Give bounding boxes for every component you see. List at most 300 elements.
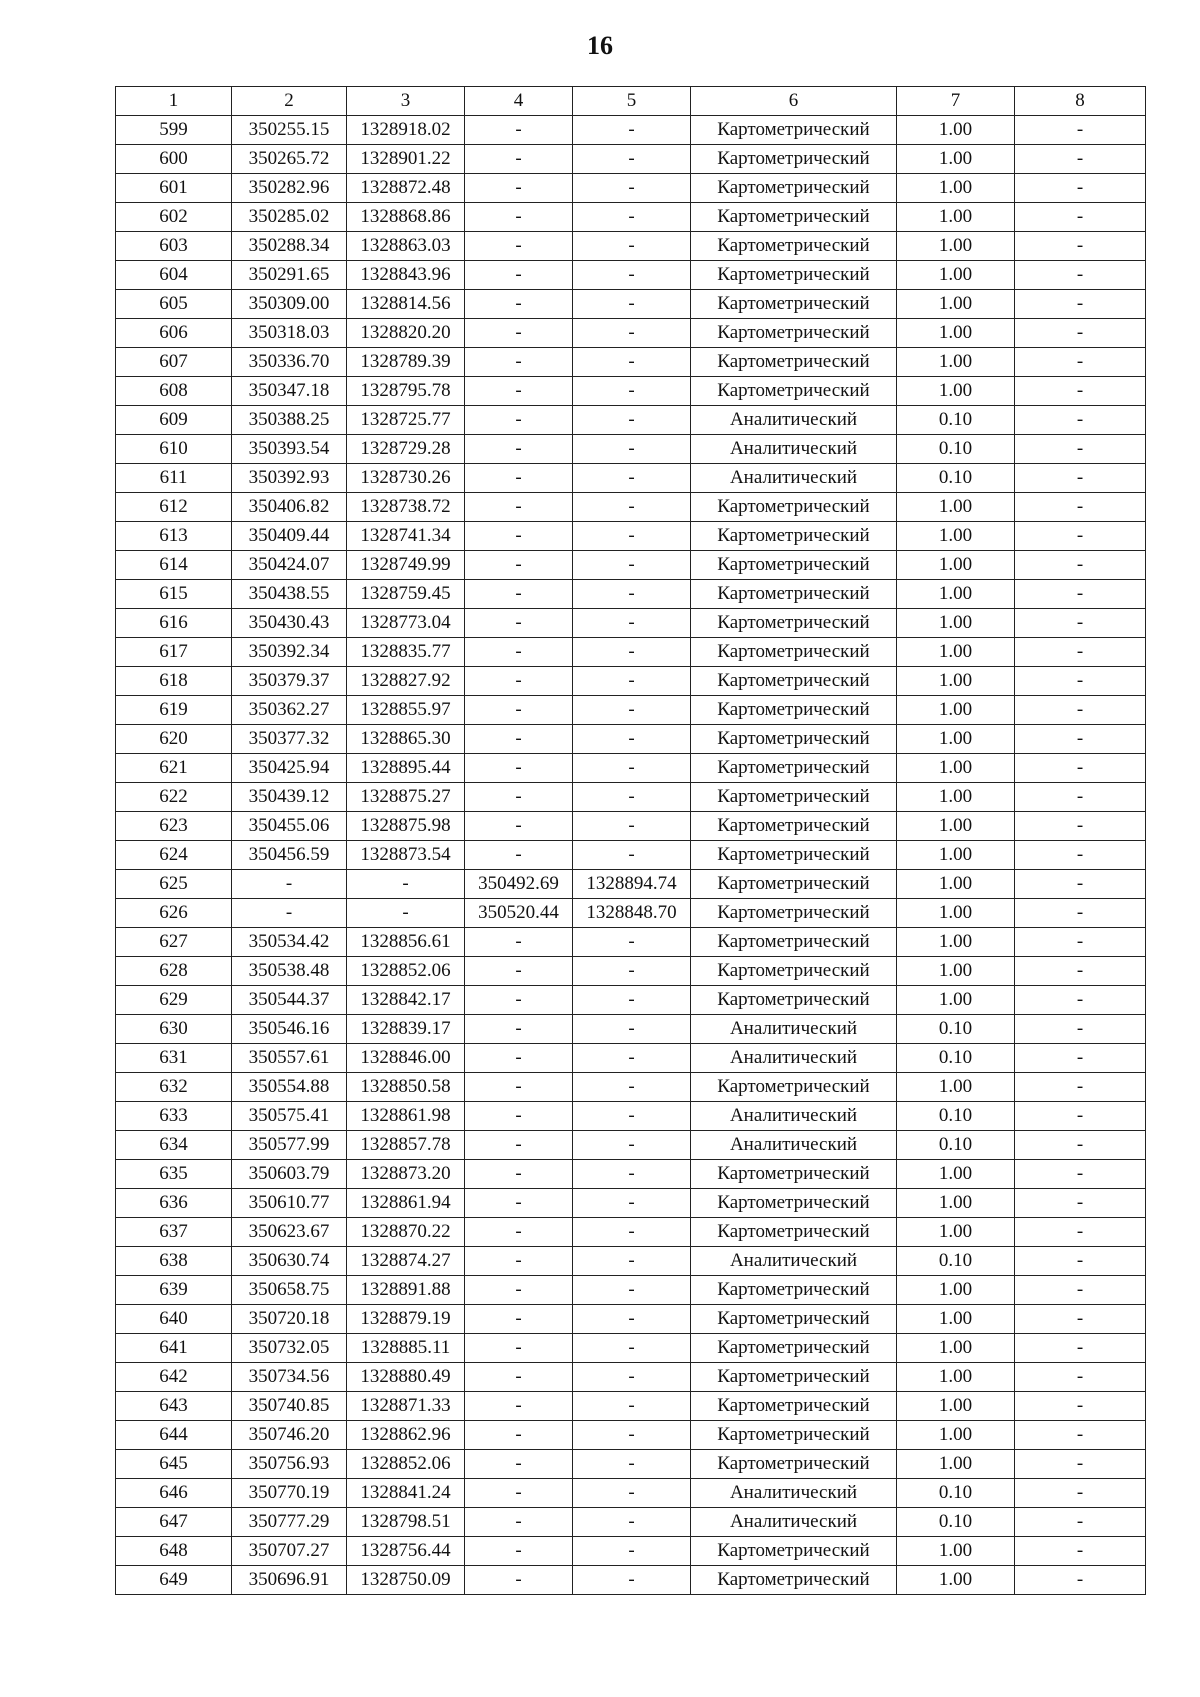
table-cell: - (573, 957, 691, 986)
table-cell: - (465, 1508, 573, 1537)
table-cell: 1.00 (897, 696, 1015, 725)
table-cell: - (465, 493, 573, 522)
table-cell: - (465, 1218, 573, 1247)
header-row (116, 87, 1146, 116)
table-cell: 615 (116, 580, 232, 609)
table-cell: 1328852.06 (347, 957, 465, 986)
table-cell: - (1015, 1392, 1146, 1421)
table-cell: 350492.69 (465, 870, 573, 899)
table-cell: 647 (116, 1508, 232, 1537)
table-cell: - (465, 522, 573, 551)
table-cell: - (573, 1363, 691, 1392)
table-row (116, 1421, 1146, 1450)
table-cell: Картометрический (691, 725, 897, 754)
table-row (116, 841, 1146, 870)
table-cell: - (465, 435, 573, 464)
table-cell: - (573, 522, 691, 551)
table-cell: 350720.18 (232, 1305, 347, 1334)
table-cell: 1328894.74 (573, 870, 691, 899)
table-cell: 1328874.27 (347, 1247, 465, 1276)
table-cell: 623 (116, 812, 232, 841)
table-cell: 630 (116, 1015, 232, 1044)
table-row (116, 1160, 1146, 1189)
table-cell: - (465, 348, 573, 377)
table-cell: - (573, 493, 691, 522)
table-cell: 1.00 (897, 783, 1015, 812)
table-cell: 1328827.92 (347, 667, 465, 696)
table-row (116, 1392, 1146, 1421)
table-cell: 1.00 (897, 667, 1015, 696)
page-number: 16 (587, 31, 613, 60)
table-cell: - (1015, 1044, 1146, 1073)
table-cell: - (1015, 899, 1146, 928)
table-cell: 1.00 (897, 348, 1015, 377)
table-cell: - (465, 812, 573, 841)
table-cell: 605 (116, 290, 232, 319)
table-cell: 350577.99 (232, 1131, 347, 1160)
table-cell: Аналитический (691, 1247, 897, 1276)
table-cell: 1328865.30 (347, 725, 465, 754)
table-cell: 643 (116, 1392, 232, 1421)
table-cell: 616 (116, 609, 232, 638)
table-cell: 1.00 (897, 1450, 1015, 1479)
table-cell: 1.00 (897, 841, 1015, 870)
table-cell: Аналитический (691, 1102, 897, 1131)
table-cell: 611 (116, 464, 232, 493)
table-cell: 350430.43 (232, 609, 347, 638)
table-cell: 1328861.94 (347, 1189, 465, 1218)
table-cell: 1328873.20 (347, 1160, 465, 1189)
table-cell: - (1015, 1102, 1146, 1131)
table-cell: - (573, 1131, 691, 1160)
table-row (116, 406, 1146, 435)
table-cell: 1328846.00 (347, 1044, 465, 1073)
table-cell: - (1015, 1363, 1146, 1392)
table-cell: - (465, 290, 573, 319)
table-cell: 1328842.17 (347, 986, 465, 1015)
table-cell: Аналитический (691, 406, 897, 435)
table-row (116, 754, 1146, 783)
table-cell: - (465, 1102, 573, 1131)
table-cell: 1328852.06 (347, 1450, 465, 1479)
table-cell: Картометрический (691, 261, 897, 290)
table-cell: 1.00 (897, 1276, 1015, 1305)
table-cell: - (1015, 696, 1146, 725)
table-row (116, 1479, 1146, 1508)
table-row (116, 435, 1146, 464)
table-cell: 350658.75 (232, 1276, 347, 1305)
table-cell: - (232, 870, 347, 899)
table-cell: - (1015, 174, 1146, 203)
table-cell: - (573, 145, 691, 174)
table-cell: 1328814.56 (347, 290, 465, 319)
table-cell: - (465, 145, 573, 174)
table-cell: Картометрический (691, 493, 897, 522)
table-cell: 350388.25 (232, 406, 347, 435)
table-cell: - (573, 377, 691, 406)
table-cell: - (1015, 493, 1146, 522)
table-cell: 641 (116, 1334, 232, 1363)
table-cell: 642 (116, 1363, 232, 1392)
table-cell: 350285.02 (232, 203, 347, 232)
table-cell: 1328891.88 (347, 1276, 465, 1305)
table-cell: 1.00 (897, 899, 1015, 928)
table-cell: - (1015, 754, 1146, 783)
table-cell: 602 (116, 203, 232, 232)
table-cell: Картометрический (691, 1334, 897, 1363)
table-cell: 350777.29 (232, 1508, 347, 1537)
table-cell: Картометрический (691, 1160, 897, 1189)
table-cell: - (573, 812, 691, 841)
table-cell: - (1015, 1160, 1146, 1189)
table-cell: 0.10 (897, 1044, 1015, 1073)
table-cell: Картометрический (691, 174, 897, 203)
table-cell: 350534.42 (232, 928, 347, 957)
table-cell: - (1015, 667, 1146, 696)
table-row (116, 174, 1146, 203)
table-cell: 612 (116, 493, 232, 522)
table-cell: 632 (116, 1073, 232, 1102)
table-cell: 1328857.78 (347, 1131, 465, 1160)
table-cell: - (573, 551, 691, 580)
table-cell: Аналитический (691, 1508, 897, 1537)
table-cell: 350696.91 (232, 1566, 347, 1595)
table-cell: 350546.16 (232, 1015, 347, 1044)
table-cell: - (573, 667, 691, 696)
table-row (116, 1131, 1146, 1160)
table-cell: 1328730.26 (347, 464, 465, 493)
table-cell: - (1015, 406, 1146, 435)
table-cell: 1328839.17 (347, 1015, 465, 1044)
table-cell: - (573, 1479, 691, 1508)
table-cell: 1328895.44 (347, 754, 465, 783)
table-cell: Картометрический (691, 1392, 897, 1421)
table-cell: 649 (116, 1566, 232, 1595)
table-cell: 1328879.19 (347, 1305, 465, 1334)
table-cell: 1328863.03 (347, 232, 465, 261)
table-cell: - (573, 1392, 691, 1421)
coordinates-table (115, 86, 1146, 1595)
table-cell: 350425.94 (232, 754, 347, 783)
table-cell: 1328856.61 (347, 928, 465, 957)
table-cell: 1.00 (897, 493, 1015, 522)
table-cell: - (1015, 290, 1146, 319)
table-cell: Картометрический (691, 1450, 897, 1479)
table-row (116, 928, 1146, 957)
table-row (116, 609, 1146, 638)
table-cell: - (573, 1218, 691, 1247)
table-cell: 1328741.34 (347, 522, 465, 551)
table-cell: 1.00 (897, 551, 1015, 580)
table-cell: Картометрический (691, 145, 897, 174)
table-row (116, 783, 1146, 812)
table-cell: 1.00 (897, 319, 1015, 348)
table-cell: - (573, 1450, 691, 1479)
table-cell: - (1015, 1450, 1146, 1479)
table-cell: - (465, 1189, 573, 1218)
table-cell: 350456.59 (232, 841, 347, 870)
table-cell: 1.00 (897, 290, 1015, 319)
table-cell: 350575.41 (232, 1102, 347, 1131)
table-cell: 628 (116, 957, 232, 986)
table-cell: - (465, 580, 573, 609)
table-cell: 640 (116, 1305, 232, 1334)
table-cell: Аналитический (691, 435, 897, 464)
table-cell: 1328750.09 (347, 1566, 465, 1595)
table-body (116, 116, 1146, 1595)
table-cell: - (573, 174, 691, 203)
table-cell: - (465, 1537, 573, 1566)
table-cell: 350630.74 (232, 1247, 347, 1276)
table-cell: 1.00 (897, 522, 1015, 551)
table-cell: 350288.34 (232, 232, 347, 261)
table-cell: 600 (116, 145, 232, 174)
table-cell: 1328861.98 (347, 1102, 465, 1131)
table-cell: - (573, 1160, 691, 1189)
table-cell: 1.00 (897, 986, 1015, 1015)
table-cell: Картометрический (691, 1537, 897, 1566)
column-header: 7 (897, 87, 1015, 116)
table-cell: 350746.20 (232, 1421, 347, 1450)
table-cell: Картометрический (691, 1421, 897, 1450)
table-cell: Картометрический (691, 377, 897, 406)
table-cell: 1328875.98 (347, 812, 465, 841)
table-cell: Картометрический (691, 870, 897, 899)
table-cell: - (232, 899, 347, 928)
table-cell: 1.00 (897, 1537, 1015, 1566)
table-cell: 350336.70 (232, 348, 347, 377)
table-cell: - (465, 1392, 573, 1421)
table-cell: 350291.65 (232, 261, 347, 290)
table-cell: - (465, 638, 573, 667)
table-cell: - (1015, 1566, 1146, 1595)
table-cell: 350544.37 (232, 986, 347, 1015)
table-cell: - (465, 261, 573, 290)
table-row (116, 957, 1146, 986)
table-cell: - (465, 551, 573, 580)
table-cell: 350309.00 (232, 290, 347, 319)
table-row (116, 261, 1146, 290)
table-cell: - (465, 203, 573, 232)
table-cell: 1328870.22 (347, 1218, 465, 1247)
table-cell: - (1015, 377, 1146, 406)
table-cell: 1.00 (897, 928, 1015, 957)
table-cell: - (1015, 1276, 1146, 1305)
table-cell: 350707.27 (232, 1537, 347, 1566)
table-cell: - (573, 203, 691, 232)
table-cell: Картометрический (691, 203, 897, 232)
table-cell: Картометрический (691, 348, 897, 377)
table-row (116, 1334, 1146, 1363)
table-cell: - (465, 609, 573, 638)
table-cell: - (465, 232, 573, 261)
table-cell: 638 (116, 1247, 232, 1276)
table-cell: 1328862.96 (347, 1421, 465, 1450)
table-cell: Картометрический (691, 783, 897, 812)
table-cell: 0.10 (897, 1479, 1015, 1508)
table-cell: - (465, 1334, 573, 1363)
table-cell: - (1015, 609, 1146, 638)
table-cell: 614 (116, 551, 232, 580)
table-cell: 619 (116, 696, 232, 725)
column-header: 3 (347, 87, 465, 116)
table-cell: Картометрический (691, 1218, 897, 1247)
table-cell: 350756.93 (232, 1450, 347, 1479)
table-cell: - (1015, 261, 1146, 290)
table-cell: - (465, 725, 573, 754)
table-cell: 1328789.39 (347, 348, 465, 377)
table-cell: Картометрический (691, 638, 897, 667)
table-cell: Картометрический (691, 580, 897, 609)
table-cell: - (465, 1044, 573, 1073)
table-cell: 1.00 (897, 116, 1015, 145)
table-cell: 625 (116, 870, 232, 899)
table-cell: 1328729.28 (347, 435, 465, 464)
column-header: 2 (232, 87, 347, 116)
table-cell: - (573, 1102, 691, 1131)
table-cell: Картометрический (691, 841, 897, 870)
table-cell: Картометрический (691, 232, 897, 261)
table-cell: - (1015, 348, 1146, 377)
table-row (116, 464, 1146, 493)
table-cell: - (573, 1305, 691, 1334)
table-cell: 1328835.77 (347, 638, 465, 667)
table-cell: 350362.27 (232, 696, 347, 725)
table-cell: - (1015, 986, 1146, 1015)
table-row (116, 522, 1146, 551)
table-cell: Аналитический (691, 1479, 897, 1508)
table-cell: 350603.79 (232, 1160, 347, 1189)
table-row (116, 290, 1146, 319)
table-cell: - (1015, 522, 1146, 551)
table-cell: 350392.34 (232, 638, 347, 667)
table-cell: 1.00 (897, 232, 1015, 261)
table-cell: - (573, 1334, 691, 1363)
table-cell: - (573, 754, 691, 783)
table-row (116, 1508, 1146, 1537)
table-cell: 1.00 (897, 1218, 1015, 1247)
table-cell: 648 (116, 1537, 232, 1566)
table-cell: 0.10 (897, 435, 1015, 464)
table-cell: 1.00 (897, 145, 1015, 174)
table-cell: - (465, 1479, 573, 1508)
table-cell: - (573, 1044, 691, 1073)
table-row (116, 1276, 1146, 1305)
table-cell: - (1015, 1537, 1146, 1566)
table-row (116, 812, 1146, 841)
table-cell: - (573, 290, 691, 319)
column-header: 4 (465, 87, 573, 116)
table-cell: Аналитический (691, 1015, 897, 1044)
table-cell: - (573, 435, 691, 464)
table-cell: 646 (116, 1479, 232, 1508)
table-row (116, 1073, 1146, 1102)
table-cell: - (1015, 870, 1146, 899)
table-cell: - (465, 464, 573, 493)
table-row (116, 203, 1146, 232)
table-cell: 1.00 (897, 377, 1015, 406)
table-cell: 1.00 (897, 957, 1015, 986)
table-cell: 627 (116, 928, 232, 957)
table-cell: 0.10 (897, 1015, 1015, 1044)
table-cell: 618 (116, 667, 232, 696)
table-cell: 0.10 (897, 1102, 1015, 1131)
table-cell: 1.00 (897, 1305, 1015, 1334)
table-row (116, 1218, 1146, 1247)
table-cell: 1328795.78 (347, 377, 465, 406)
table-cell: - (573, 1247, 691, 1276)
table-cell: Аналитический (691, 1044, 897, 1073)
table-cell: 350406.82 (232, 493, 347, 522)
table-cell: - (1015, 928, 1146, 957)
table-cell: - (465, 1131, 573, 1160)
table-cell: - (1015, 1247, 1146, 1276)
table-cell: - (573, 464, 691, 493)
table-cell: - (347, 870, 465, 899)
table-cell: - (1015, 1073, 1146, 1102)
table-cell: - (465, 377, 573, 406)
table-cell: Картометрический (691, 812, 897, 841)
table-cell: 350740.85 (232, 1392, 347, 1421)
table-cell: 0.10 (897, 1131, 1015, 1160)
table-cell: 0.10 (897, 464, 1015, 493)
table-cell: 1.00 (897, 754, 1015, 783)
table-row (116, 870, 1146, 899)
table-cell: Картометрический (691, 667, 897, 696)
table-cell: 1328873.54 (347, 841, 465, 870)
table-cell: 603 (116, 232, 232, 261)
table-cell: 626 (116, 899, 232, 928)
table-cell: 613 (116, 522, 232, 551)
table-cell: - (573, 261, 691, 290)
table-cell: 350393.54 (232, 435, 347, 464)
table-cell: - (573, 1566, 691, 1595)
table-cell: - (465, 1073, 573, 1102)
column-header: 1 (116, 87, 232, 116)
table-cell: 1328820.20 (347, 319, 465, 348)
table-cell: - (573, 1508, 691, 1537)
table-cell: 1.00 (897, 609, 1015, 638)
table-cell: Картометрический (691, 1363, 897, 1392)
table-cell: 350557.61 (232, 1044, 347, 1073)
table-cell: - (1015, 580, 1146, 609)
table-cell: 350554.88 (232, 1073, 347, 1102)
table-row (116, 319, 1146, 348)
table-cell: - (573, 1189, 691, 1218)
table-cell: - (1015, 551, 1146, 580)
table-row (116, 116, 1146, 145)
table-cell: 1.00 (897, 1392, 1015, 1421)
table-cell: - (573, 725, 691, 754)
table-cell: - (465, 1247, 573, 1276)
table-cell: - (1015, 1479, 1146, 1508)
table-row (116, 580, 1146, 609)
table-cell: - (1015, 783, 1146, 812)
table-cell: 1328841.24 (347, 1479, 465, 1508)
table-row (116, 725, 1146, 754)
table-cell: 350455.06 (232, 812, 347, 841)
table-cell: 644 (116, 1421, 232, 1450)
table-cell: 1.00 (897, 1160, 1015, 1189)
table-cell: Картометрический (691, 551, 897, 580)
table-cell: - (347, 899, 465, 928)
table-cell: - (465, 116, 573, 145)
table-row (116, 145, 1146, 174)
table-cell: Картометрический (691, 928, 897, 957)
table-cell: - (465, 1305, 573, 1334)
column-header: 6 (691, 87, 897, 116)
table-cell: 604 (116, 261, 232, 290)
